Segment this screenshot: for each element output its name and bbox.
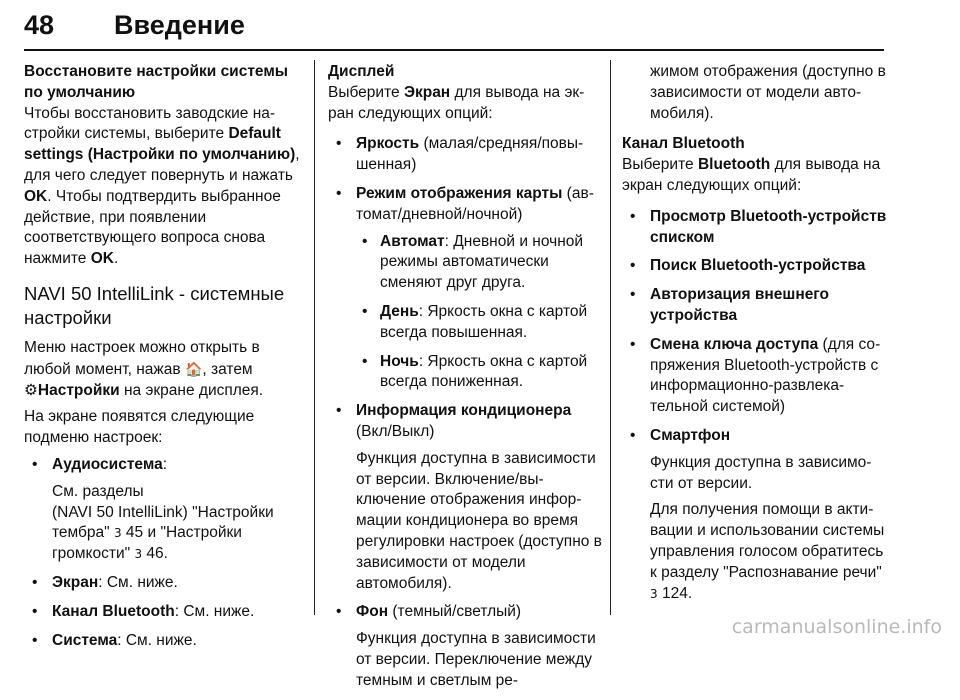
gear-icon: ⚙ — [24, 381, 38, 399]
map-mode-sublist — [356, 232, 604, 394]
column-divider-2 — [610, 60, 611, 615]
column-1 — [24, 62, 304, 659]
page-ref-icon: 3 — [113, 526, 122, 541]
list-item: • Яркость (малая/средняя/повышенная) — [328, 134, 604, 176]
list-item: • Аудиосистема: См. разделы (NAVI 50 IntelliLink) "Настройки тембра" 3 45 и "Настройки громкости" 3 46. — [24, 455, 304, 565]
ac-description: Функция доступна в зависимости от версии. Включение/выключение отображения информации кондиционера во время регулировки настроек (доступно в зависимости от модели автомобиля). — [356, 449, 602, 592]
background-description: Функция доступна в зависимости от версии. Переключение между темным и светлым ре- — [356, 630, 596, 689]
settings-menu-text: Меню настроек можно открыть в любой момент, нажав 🏠, затем ⚙Настройки на экране дисплея. — [24, 338, 264, 399]
list-item: • Экран: См. ниже. — [24, 573, 304, 594]
column-2 — [328, 62, 604, 700]
list-item: • Просмотр Bluetooth-устройств списком — [622, 207, 888, 249]
bluetooth-options-list — [622, 207, 888, 605]
page-header — [24, 6, 884, 46]
default-settings-label: Default settings (Настройки по умолчанию) — [24, 125, 296, 164]
submenu-intro: На экране появятся следующие подменю настроек: — [24, 408, 255, 447]
ok-label-2: OK — [90, 250, 114, 268]
section-title-restore-defaults: Восстановите настройки системы по умолчанию — [24, 63, 289, 101]
settings-label: Настройки — [37, 381, 120, 399]
list-item: • Система: См. ниже. — [24, 631, 304, 652]
list-item: • Канал Bluetooth: См. ниже. — [24, 602, 304, 623]
watermark: carmanualsonline.info — [731, 616, 942, 638]
smartphone-description-2: Для получения помощи в активации и использовании системы управления голосом обратитесь к разделу "Распознавание речи" 3 124. — [650, 501, 885, 602]
display-options-list — [328, 134, 604, 691]
list-item: • Смартфон Функция доступна в зависимости от версии. Для получения помощи в активации и использовании системы управления голосом обратитесь к разделу "Распознавание речи" 3 124. — [622, 426, 888, 604]
smartphone-description-1: Функция доступна в зависимости от версии. — [650, 453, 872, 492]
page-ref-icon: 3 — [134, 547, 143, 562]
header-rule — [24, 49, 884, 51]
audio-note: См. разделы (NAVI 50 IntelliLink) "Настройки тембра" 3 45 и "Настройки громкости" 3 46. — [52, 482, 274, 563]
display-intro: Выберите Экран для вывода на экран следующих опций: — [328, 83, 585, 122]
column-divider-1 — [314, 60, 315, 615]
home-icon: 🏠 — [184, 360, 203, 377]
section-title-display: Дисплей — [328, 63, 395, 80]
list-item: • День: Яркость окна с картой всегда повышенная. — [356, 302, 604, 344]
list-item: • Авторизация внешнего устройства — [622, 285, 888, 327]
list-item: • Фон (темный/светлый) Функция доступна в зависимости от версии. Переключение между темным и светлым ре- — [328, 602, 604, 691]
page-number: 48 — [24, 10, 55, 40]
restore-defaults-text: Чтобы восстановить заводские настройки системы, выберите Default settings (Настройки по умолчанию), для чего следует повернуть и нажать OK. Чтобы подтвердить выбранное действие, при появлении соответствующего вопроса снова нажмите OK. — [24, 104, 300, 268]
column-3 — [622, 62, 888, 612]
list-item: • Поиск Bluetooth-устройства — [622, 256, 888, 277]
submenu-list — [24, 455, 304, 651]
page-ref-icon: 3 — [650, 586, 658, 601]
ok-label: OK — [24, 187, 48, 205]
list-item: • Режим отображения карты (автомат/дневной/ночной) • Автомат: Дневной и ночной режимы автоматически сменяют друг друга. • День: Яркость окна с картой всегда повышенная. • Ночь: Яркость окна с картой всегда пониженная. — [328, 184, 604, 393]
page-title: Введение — [114, 10, 245, 40]
list-item: • Информация кондиционера (Вкл/Выкл) Функция доступна в зависимости от версии. Включение/выключение отображения информации кондиционера во время регулировки настроек (доступно в зависимости от модели автомобиля). — [328, 401, 604, 594]
bluetooth-intro: Выберите Bluetooth для вывода на экран следующих опций: — [622, 156, 881, 194]
list-item: • Смена ключа доступа (для сопряжения Bluetooth-устройств с информационно-развлекательной системой) — [622, 335, 888, 418]
list-item: • Ночь: Яркость окна с картой всегда пониженная. — [356, 352, 604, 394]
background-description-continued: жимом отображения (доступно в зависимости от модели автомобиля). — [650, 63, 886, 122]
list-item: • Автомат: Дневной и ночной режимы автоматически сменяют друг друга. — [356, 232, 604, 294]
section-title-bluetooth: Канал Bluetooth — [622, 135, 745, 153]
section-title-system-settings: NAVI 50 IntelliLink - системные настройки — [24, 282, 285, 328]
